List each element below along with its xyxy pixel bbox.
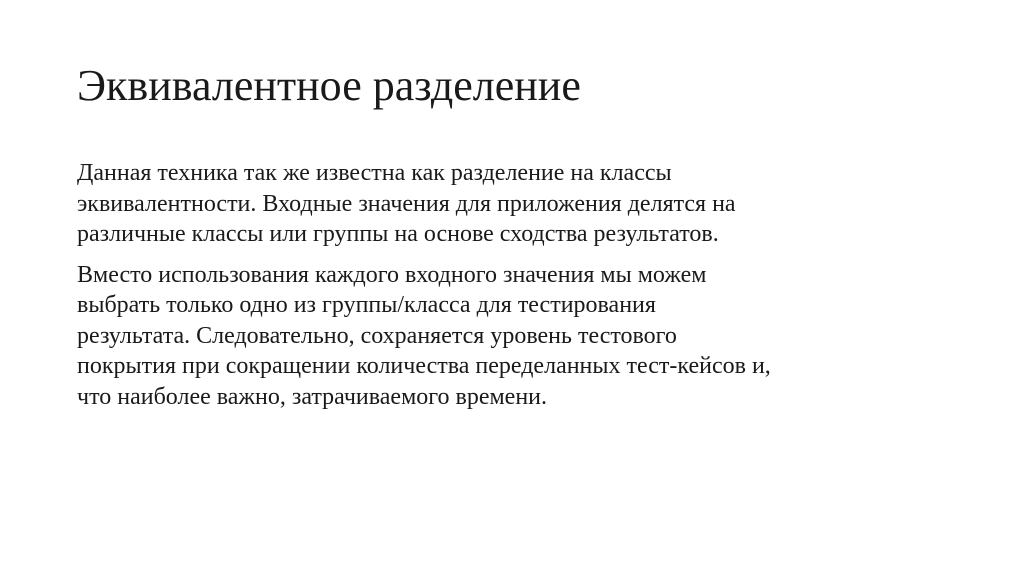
paragraph-definition — [77, 158, 977, 250]
text-line: Данная техника так же известна как разделение на классы — [77, 160, 672, 186]
text-line: покрытия при сокращении количества переделанных тест-кейсов и, — [77, 353, 771, 379]
slide-body — [77, 158, 977, 422]
text-line: выбрать только одно из группы/класса для тестирования — [77, 292, 656, 318]
paragraph-benefit — [77, 260, 977, 413]
text-line: что наиболее важно, затрачиваемого времени. — [77, 383, 548, 410]
text-line: различные классы или группы на основе сходства результатов. — [77, 221, 719, 247]
text-line: эквивалентности. Входные значения для приложения делятся на — [77, 190, 736, 217]
slide-title: Эквивалентное разделение — [77, 61, 581, 110]
text-line: Вместо использования каждого входного значения мы можем — [77, 261, 707, 288]
text-line: результата. Следовательно, сохраняется уровень тестового — [77, 322, 677, 349]
